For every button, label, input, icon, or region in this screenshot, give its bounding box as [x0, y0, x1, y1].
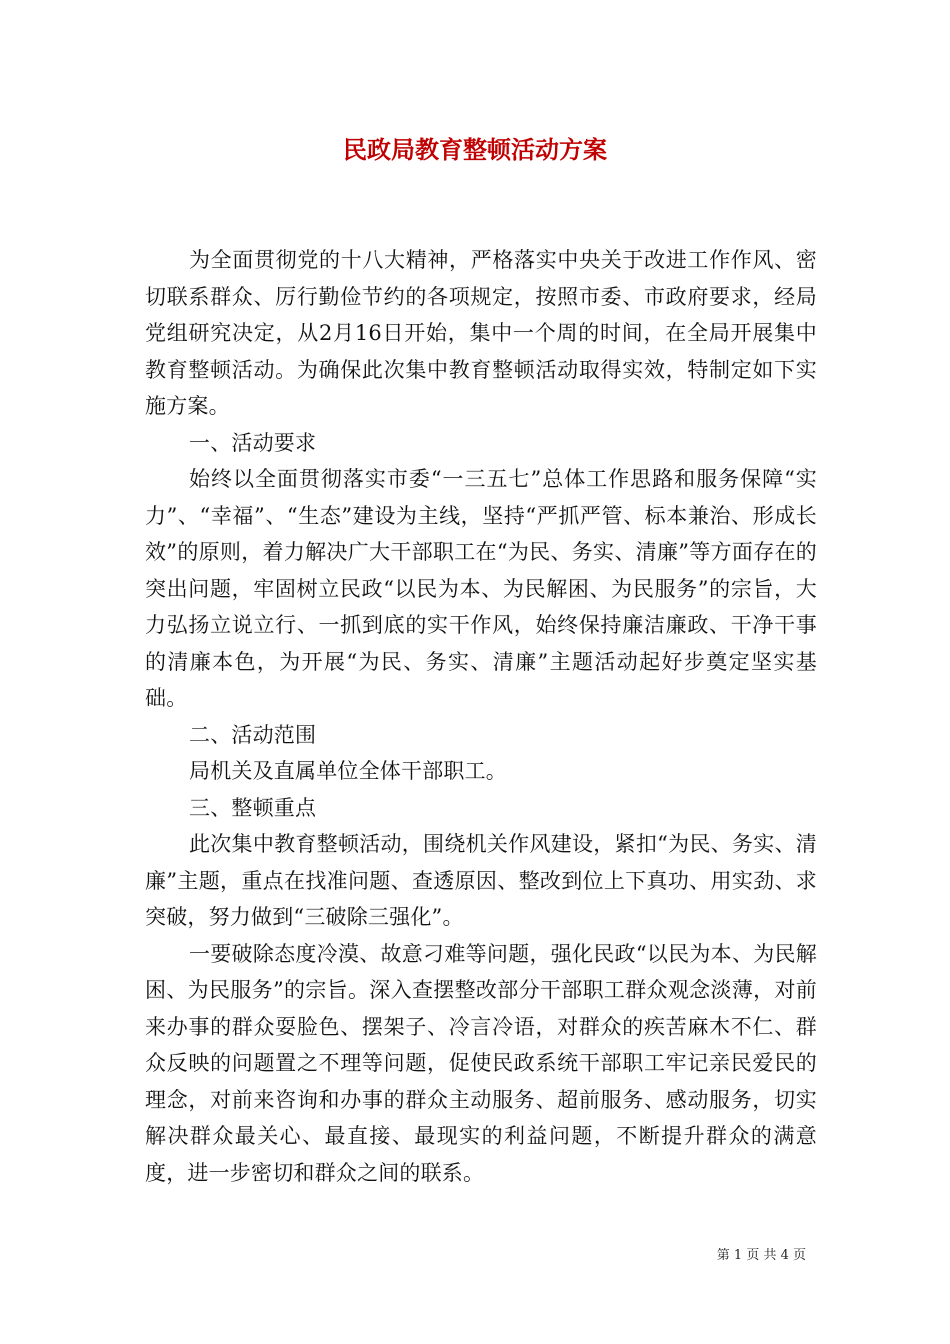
- scope-paragraph: 局机关及直属单位全体干部职工。: [189, 759, 507, 783]
- section-heading-scope: 二、活动范围: [189, 722, 317, 747]
- document-title: 民政局教育整顿活动方案: [343, 135, 607, 164]
- intro-paragraph: 为全面贯彻党的十八大精神，严格落实中央关于改进工作作风、密切联系群众、厉行勤俭节约的各项规定，按照市委、市政府要求，经局党组研究决定，从2月16日开始，集中一个周的时间，在全局开展集中教育整顿活动。为确保此次集中教育整顿活动取得实效，特制定如下实施方案。: [145, 248, 817, 418]
- requirements-paragraph: 始终以全面贯彻落实市委“一三五七”总体工作思路和服务保障“实力”、“幸福”、“生态”建设为主线，坚持“严抓严管、标本兼治、形成长效”的原则，着力解决广大干部职工在“为民、务实、清廉”等方面存在的突出问题，牢固树立民政“以民为本、为民解困、为民服务”的宗旨，大力弘扬立说立行、一抓到底的实干作风，始终保持廉洁廉政、干净干事的清廉本色，为开展“为民、务实、清廉”主题活动起好步奠定坚实基础。: [145, 467, 817, 710]
- focus-paragraph: 此次集中教育整顿活动，围绕机关作风建设，紧扣“为民、务实、清廉”主题，重点在找准问题、查透原因、整改到位上下真功、用实劲、求突破，努力做到“三破除三强化”。: [145, 832, 817, 929]
- section-heading-requirements: 一、活动要求: [189, 430, 317, 455]
- focus-item-paragraph: 一要破除态度冷漠、故意刁难等问题，强化民政“以民为本、为民解困、为民服务”的宗旨。深入查摆整改部分干部职工群众观念淡薄，对前来办事的群众耍脸色、摆架子、冷言冷语，对群众的疾苦麻木不仁、群众反映的问题置之不理等问题，促使民政系统干部职工牢记亲民爱民的理念，对前来咨询和办事的群众主动服务、超前服务、感动服务，切实解决群众最关心、最直接、最现实的利益问题，不断提升群众的满意度，进一步密切和群众之间的联系。: [145, 941, 817, 1185]
- section-heading-focus: 三、整顿重点: [189, 795, 317, 820]
- page-number-footer: 第 1 页 共 4 页: [716, 1248, 806, 1263]
- document-body: [145, 242, 817, 1191]
